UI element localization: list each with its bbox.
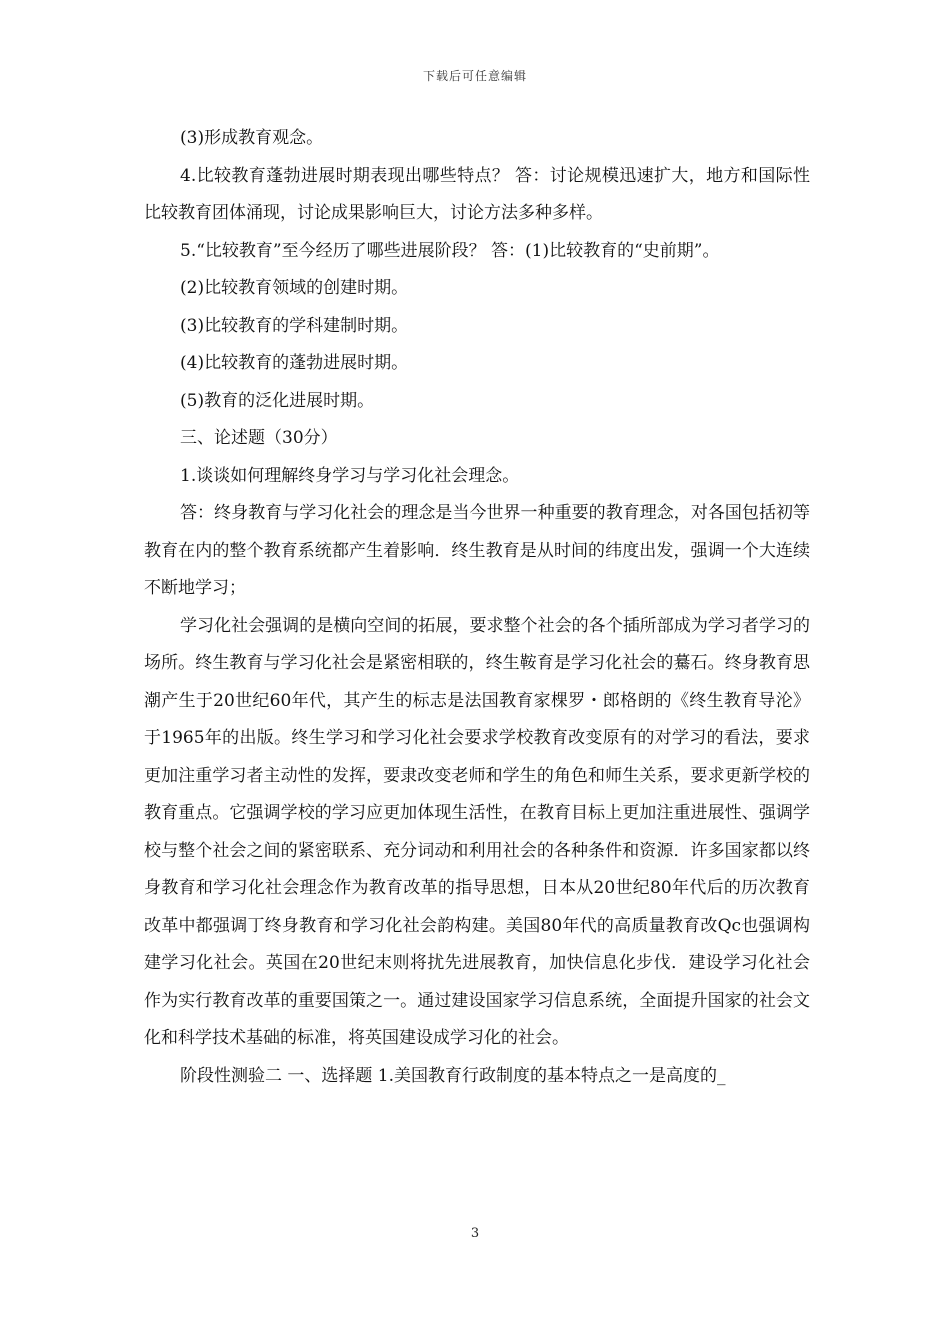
paragraph: (5)教育的泛化进展时期。 [180,390,375,411]
section-heading: 三、论述题（30分） [180,428,338,448]
paragraph: 阶段性测验二 一、选择题 1.美国教育行政制度的基本特点之一是高度的_ [180,1065,726,1086]
question: 1.谈谈如何理解终身学习与学习化社会理念。 [180,465,520,486]
paragraph: (3)比较教育的学科建制时期。 [180,315,409,336]
paragraph: 4.比较教育蓬勃进展时期表现出哪些特点？ 答：讨论规模迅速扩大，地方和国际性比较教育团体涌现，讨论成果影响巨大，讨论方法多种多样。 [144,165,810,223]
page-number: 3 [470,1226,480,1241]
paragraph: (3)形成教育观念。 [180,128,324,148]
paragraph: 答：终身教育与学习化社会的理念是当今世界一种重要的教育理念，对各国包括初等教育在内的整个教育系统都产生着影响．终生教育是从时间的纬度出发，强调一个大连续不断地学习； [144,503,810,598]
header-note: 下载后可任意编辑 [422,69,527,83]
paragraph: 5.“比较教育”至今经历了哪些进展阶段？ 答：(1)比较教育的“史前期”。 [180,240,720,261]
paragraph: (2)比较教育领域的创建时期。 [180,278,409,298]
body-text [144,120,810,1095]
paragraph: 学习化社会强调的是横向空间的拓展，要求整个社会的各个插所部成为学习者学习的场所。终生教育与学习化社会是紧密相联的，终生鞍育是学习化社会的驀石。终身教育思潮产生于20世纪60年代，其产生的标志是法国教育家棵罗・郎格朗的《终生教育导沦》于1965年的出版。终生学习和学习化社会要求学校教育改变原有的对学习的看法，要求更加注重学习者主动性的发挥，要隶改变老师和学生的角色和师生关系，要求更新学校的教育重点。它强调学校的学习应更加体现生活性，在教育目标上更加注重进展性、强调学校与整个社会之间的紧密联系、充分词动和利用社会的各种条件和资源．许多国家都以终身教育和学习化社会理念作为教育改革的指导思想，日本从20世纪80年代后的历次教育改革中都强调丁终身教育和学习化社会韵构建。美国80年代的高质量教育改Qc也强调构建学习化社会。英国在20世纪末则将扰先进展教育，加快信息化步伐．建设学习化社会作为实行教育改革的重要国策之一。通过建设国家学习信息系统，全面提升国家的社会文化和科学技术基础的标准，将英国建设成学习化的社会。 [144,615,810,1048]
paragraph: (4)比较教育的蓬勃进展时期。 [180,353,409,373]
